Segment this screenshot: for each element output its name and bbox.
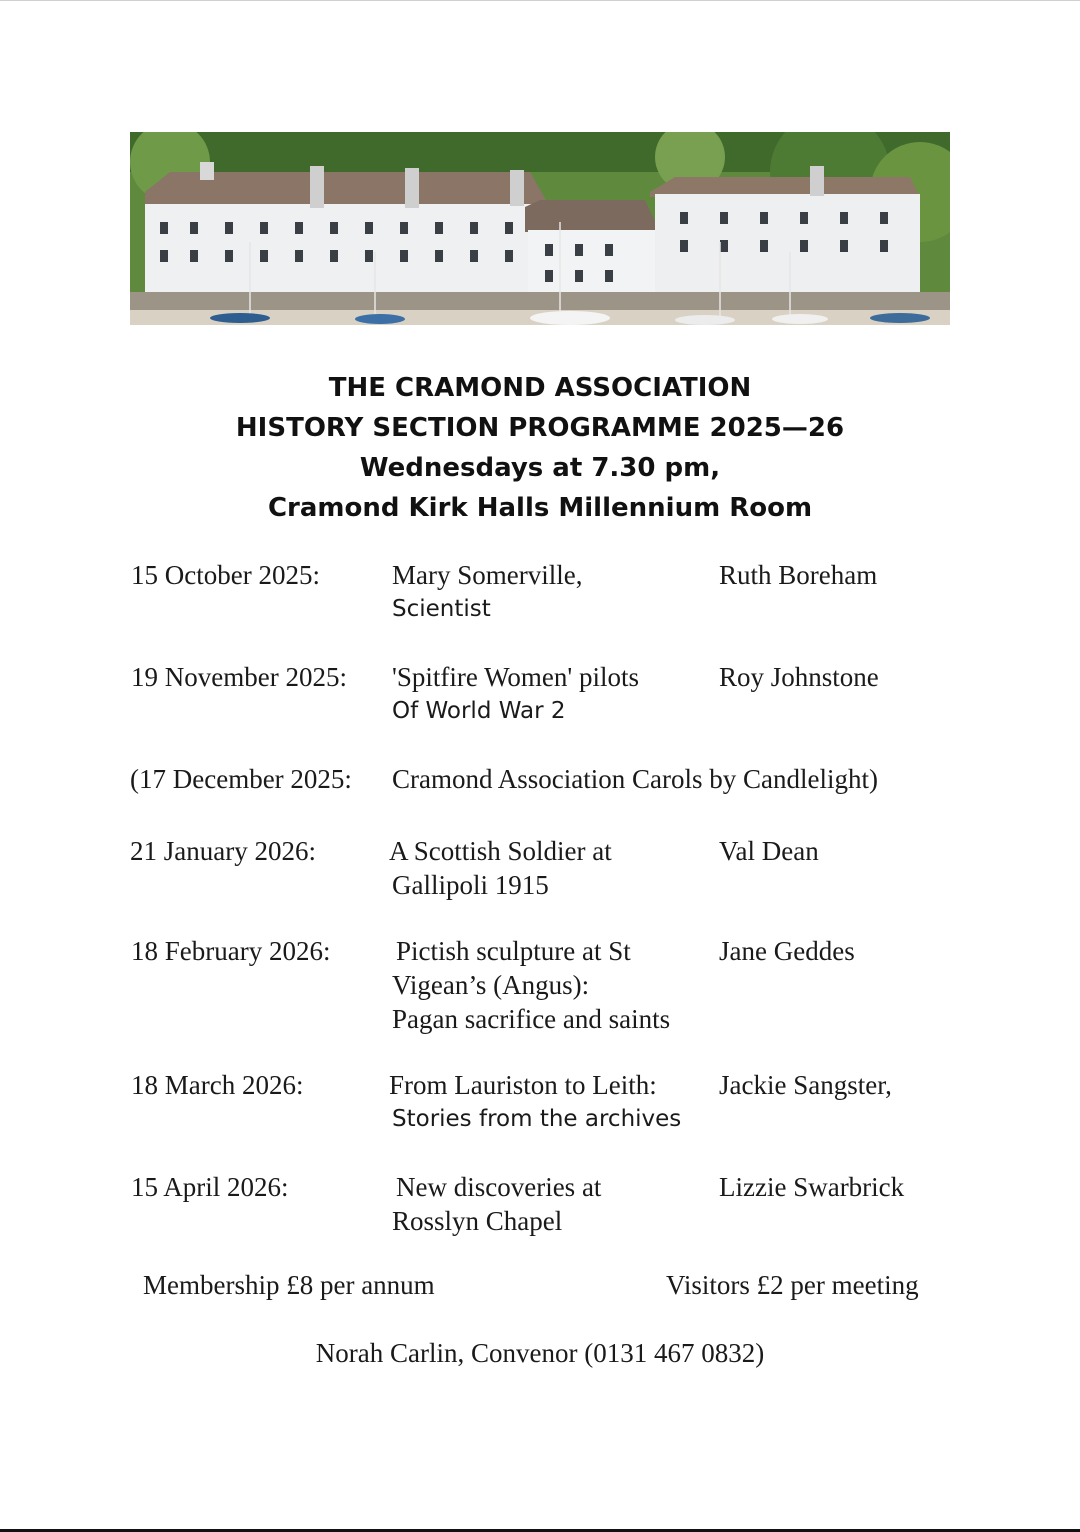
event-date: 21 January 2026: bbox=[130, 836, 316, 866]
programme-heading bbox=[0, 368, 1080, 528]
event-speaker: Jane Geddes bbox=[719, 936, 855, 966]
event-speaker: Jackie Sangster, bbox=[719, 1070, 892, 1100]
event-title: From Lauriston to Leith: Stories from the archives bbox=[389, 1070, 682, 1132]
event-speaker: Lizzie Swarbrick bbox=[719, 1172, 905, 1202]
event-title: A Scottish Soldier at Gallipoli 1915 bbox=[389, 836, 612, 900]
event-speaker: Val Dean bbox=[719, 836, 819, 866]
meeting-time: Wednesdays at 7.30 pm, bbox=[359, 453, 721, 483]
event-title: Cramond Association Carols by Candlelight) bbox=[392, 764, 878, 794]
cramond-waterfront-photo bbox=[130, 132, 950, 325]
event-title: Mary Somerville, Scientist bbox=[392, 560, 583, 622]
event-date: 15 April 2026: bbox=[131, 1172, 289, 1202]
top-rule bbox=[0, 0, 1080, 1]
event-date: 18 March 2026: bbox=[131, 1070, 304, 1100]
membership-fee: Membership £8 per annum bbox=[143, 1270, 435, 1300]
event-speaker: Roy Johnstone bbox=[719, 662, 879, 692]
event-title: 'Spitfire Women' pilots Of World War 2 bbox=[392, 662, 640, 724]
event-date: 19 November 2025: bbox=[131, 662, 347, 692]
event-title: Pictish sculpture at St Vigean’s (Angus): Pagan sacrifice and saints bbox=[392, 936, 671, 1034]
visitor-fee: Visitors £2 per meeting bbox=[666, 1270, 919, 1300]
event-date: 18 February 2026: bbox=[131, 936, 331, 966]
event-title: New discoveries at Rosslyn Chapel bbox=[392, 1172, 602, 1236]
carols-event-row bbox=[130, 764, 878, 795]
event-speaker: Ruth Boreham bbox=[719, 560, 878, 590]
meeting-venue: Cramond Kirk Halls Millennium Room bbox=[267, 493, 813, 523]
programme-title: HISTORY SECTION PROGRAMME 2025—26 bbox=[235, 413, 845, 443]
event-date: 15 October 2025: bbox=[131, 560, 320, 590]
event-date: (17 December 2025: bbox=[130, 764, 352, 794]
convenor-contact: Norah Carlin, Convenor (0131 467 0832) bbox=[315, 1338, 765, 1368]
association-name: THE CRAMOND ASSOCIATION bbox=[328, 373, 752, 403]
